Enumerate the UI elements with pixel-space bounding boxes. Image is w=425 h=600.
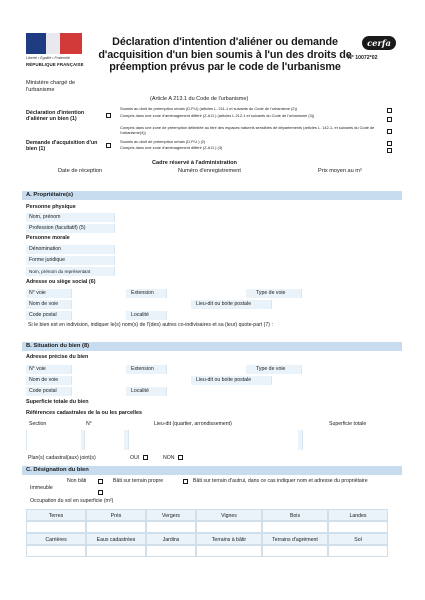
cerfa-logo: cerfa — [362, 36, 396, 50]
article-reference: (Article A 213.1 du Code de l'urbanisme) — [150, 96, 249, 102]
occupation-landes: Landes — [328, 509, 388, 521]
personne-physique: Personne physique — [26, 204, 76, 210]
demande-checkbox[interactable] — [106, 143, 111, 148]
references-cadastrales: Références cadastrales de la ou les parcelles — [26, 410, 142, 416]
nom-prenom-field[interactable] — [26, 213, 381, 222]
immeuble-label: Immeuble — [30, 485, 53, 491]
non-bati-label: Non bâti — [67, 478, 87, 484]
occupation-vergers-input[interactable] — [146, 521, 196, 533]
cadastre-col-lieu-dit: Lieu-dit (quartier, arrondissement) — [154, 421, 232, 427]
a-lieu-dit-label: Lieu-dit ou boite postale — [196, 301, 252, 307]
b-localite-label: Localité — [131, 388, 149, 394]
occupation-label: Occupation du sol en superficie (m²) — [30, 498, 114, 504]
logo-motto: Liberté • Égalité • Fraternité — [26, 56, 70, 60]
occupation-eaux-input[interactable] — [86, 545, 146, 557]
occupation-bois-input[interactable] — [262, 521, 328, 533]
occupation-jardins: Jardins — [146, 533, 196, 545]
reserve-numero: Numéro d'enregistrement — [178, 168, 241, 174]
demande-option-zad: Compris dans une zone d'aménagement différé (Z.A.D.) (3) — [120, 145, 223, 150]
b-code-postal-label: Code postal — [29, 388, 57, 394]
bati-propre-label: Bâti sur terrain propre — [113, 478, 164, 484]
checkbox-decl-zad[interactable] — [387, 117, 392, 122]
occupation-sol: Sol — [328, 533, 388, 545]
cadastre-header-row — [26, 420, 381, 429]
representant-field[interactable] — [26, 267, 381, 276]
occupation-vergers: Vergers — [146, 509, 196, 521]
a-extension-label: Extension — [131, 290, 154, 296]
occupation-terres: Terres — [26, 509, 86, 521]
a-code-postal-label: Code postal — [29, 312, 57, 318]
forme-juridique-field[interactable] — [26, 256, 381, 265]
superficie-totale-bien: Superficie totale du bien — [26, 399, 89, 405]
occupation-terrains-batir: Terrains à bâtir — [196, 533, 262, 545]
occupation-pres: Prés — [86, 509, 146, 521]
occupation-vignes: Vignes — [196, 509, 262, 521]
occupation-terres-input[interactable] — [26, 521, 86, 533]
forme-juridique-label: Forme juridique — [29, 257, 66, 263]
a-nom-voie-row[interactable] — [26, 300, 381, 309]
nom-prenom-label: Nom, prénom — [29, 214, 61, 220]
form-title: Déclaration d'intention d'aliéner ou demande d'acquisition d'un bien soumis à l'un des droits de préemption prévus par le code de l'urbanisme — [98, 36, 352, 74]
a-code-postal-row[interactable] — [26, 311, 381, 320]
occupation-eaux: Eaux cadastrées — [86, 533, 146, 545]
b-extension-label: Extension — [131, 366, 154, 372]
b-nom-voie-row[interactable] — [26, 376, 381, 385]
occupation-jardins-input[interactable] — [146, 545, 196, 557]
b-no-voie-label: N° voie — [29, 366, 46, 372]
occupation-bois: Bois — [262, 509, 328, 521]
cadastre-col-superficie: Superficie totale — [329, 421, 367, 427]
plans-oui-checkbox[interactable] — [143, 455, 148, 460]
plans-label: Plan(s) cadastral(aux) joint(s) — [28, 455, 96, 461]
declaration-label: Déclaration d'intention d'aliéner un bien (1) — [26, 110, 85, 123]
checkbox-decl-dpu[interactable] — [387, 108, 392, 113]
personne-morale: Personne morale — [26, 235, 70, 241]
non-bati-checkbox[interactable] — [98, 479, 103, 484]
logo-republic: RÉPUBLIQUE FRANÇAISE — [26, 62, 84, 67]
cadastre-entry-row[interactable] — [26, 430, 381, 450]
adresse-siege: Adresse ou siège social (6) — [26, 279, 96, 285]
bati-autrui-checkbox[interactable] — [98, 490, 103, 495]
checkbox-dem-zad[interactable] — [387, 148, 392, 153]
demande-option-dpu: Soumis au droit de préemption urbain (D.P.U.) (2) — [120, 139, 206, 144]
declaration-checkbox[interactable] — [106, 113, 111, 118]
occupation-terrains-agrement: Terrains d'agrément — [262, 533, 328, 545]
b-type-voie-label: Type de voie — [256, 366, 286, 372]
declaration-option-ens: Compris dans une zone de préemption délimitée au titre des espaces naturels sensibles de départements (articles L. 142-1- et suivants du Code de l'urbanisme(4)) — [120, 125, 375, 135]
a-localite-label: Localité — [131, 312, 149, 318]
profession-label: Profession (facultatif) (5) — [29, 225, 86, 231]
a-voie-row[interactable] — [26, 289, 381, 298]
a-nom-voie-label: Nom de voie — [29, 301, 59, 307]
denomination-field[interactable] — [26, 245, 381, 254]
occupation-terrains-batir-input[interactable] — [196, 545, 262, 557]
section-b-header: B. Situation du bien (8) — [22, 342, 402, 351]
demande-label: Demande d'acquisition d'un bien (1) — [26, 140, 98, 153]
representant-label: Nom, prénom du représentant — [29, 269, 91, 274]
reserve-date: Date de réception — [58, 168, 103, 174]
occupation-vignes-input[interactable] — [196, 521, 262, 533]
indivision-label: Si le bien est en indivision, indiquer le(s) nom(s) de l'(des) autres co-indivisaires et sa (leur) quote-part (7) : — [28, 322, 273, 328]
declaration-option-dpu: Soumis au droit de préemption urbain (D.P.U) (articles L. 211-1 et suivants du Code de l'urbanisme (2)) — [120, 106, 298, 111]
cerfa-number: N° 10072*02 — [348, 55, 378, 61]
cadastre-col-section: Section — [29, 421, 47, 427]
declaration-option-zad: Compris dans une zone d'aménagement différé (Z.A.D.) (articles L.212-1 et suivants du Code de l'urbanisme (3)) — [120, 113, 315, 118]
a-no-voie-label: N° voie — [29, 290, 46, 296]
reserve-prix: Prix moyen au m² — [318, 168, 362, 174]
occupation-terrains-agrement-input[interactable] — [262, 545, 328, 557]
occupation-landes-input[interactable] — [328, 521, 388, 533]
occupation-carrieres: Carrières — [26, 533, 86, 545]
b-nom-voie-label: Nom de voie — [29, 377, 59, 383]
profession-field[interactable] — [26, 224, 381, 233]
occupation-sol-input[interactable] — [328, 545, 388, 557]
bati-propre-checkbox[interactable] — [183, 479, 188, 484]
denomination-label: Dénomination — [29, 246, 62, 252]
oui-label: OUI — [130, 455, 140, 461]
checkbox-dem-dpu[interactable] — [387, 141, 392, 146]
plans-non-checkbox[interactable] — [178, 455, 183, 460]
b-voie-row[interactable] — [26, 365, 381, 374]
occupation-pres-input[interactable] — [86, 521, 146, 533]
adresse-bien: Adresse précise du bien — [26, 354, 89, 360]
section-a-header: A. Propriétaire(s) — [22, 191, 402, 200]
b-code-postal-row[interactable] — [26, 387, 381, 396]
marianne-logo — [26, 33, 84, 73]
b-lieu-dit-label: Lieu-dit ou boite postale — [196, 377, 252, 383]
cadastre-col-numero: N° — [86, 421, 92, 427]
reserve-title: Cadre réservé à l'administration — [152, 160, 237, 166]
non-label: NON — [163, 455, 175, 461]
section-c-header: C. Désignation du bien — [22, 466, 402, 475]
bati-autrui-label: Bâti sur terrain d'autrui, dans ce cas indiquer nom et adresse du propriétaire — [193, 478, 368, 484]
occupation-carrieres-input[interactable] — [26, 545, 86, 557]
checkbox-decl-ens[interactable] — [387, 129, 392, 134]
a-type-voie-label: Type de voie — [256, 290, 286, 296]
ministry-label: Ministère chargé de l'urbanisme — [26, 80, 76, 93]
tricolor-flag-icon — [26, 33, 82, 54]
